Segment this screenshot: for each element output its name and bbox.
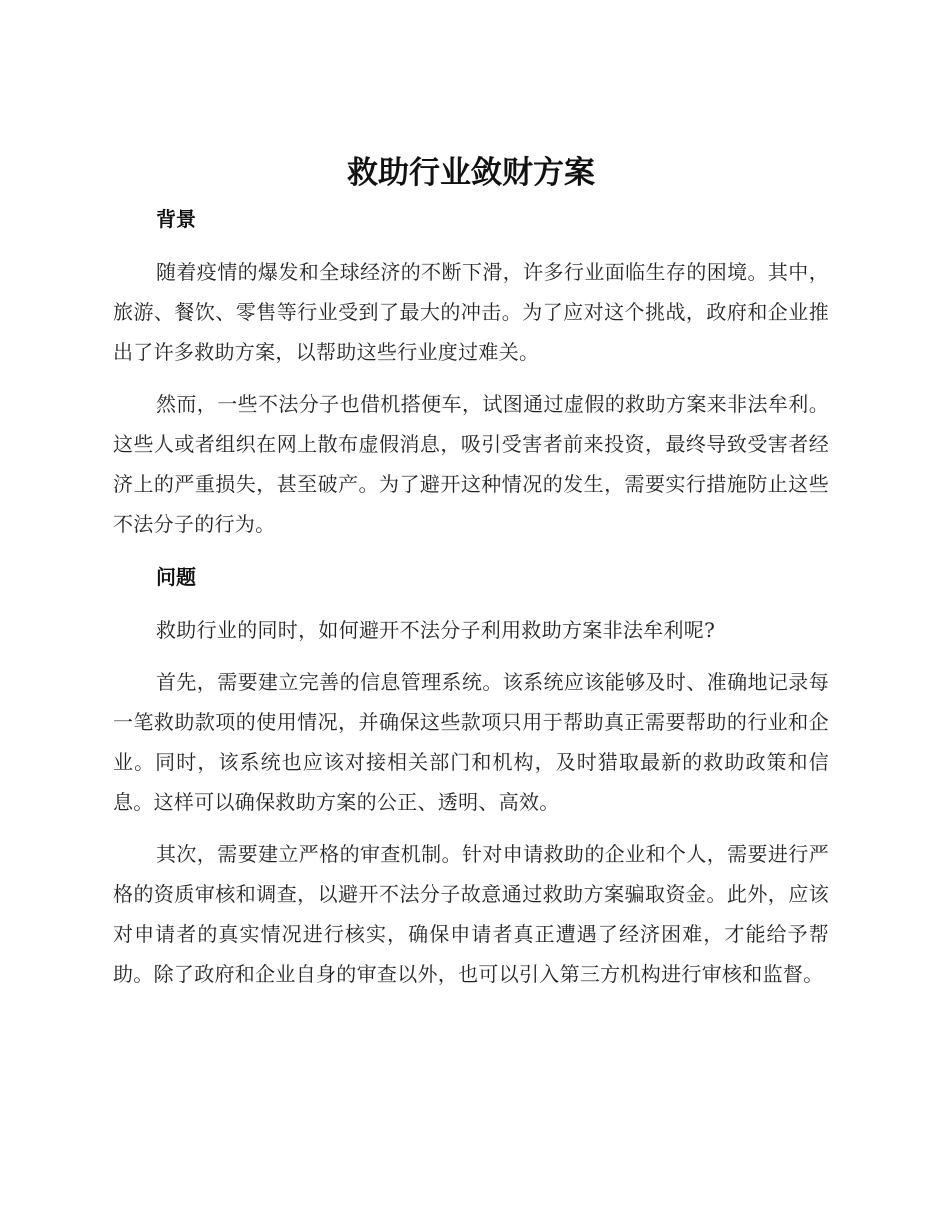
- paragraph: 首先，需要建立完善的信息管理系统。该系统应该能够及时、准确地记录每一笔救助款项的使用情况，并确保这些款项只用于帮助真正需要帮助的行业和企业。同时，该系统也应该对接相关部门和机构，及时猎取最新的救助政策和信息。这样可以确保救助方案的公正、透明、高效。: [113, 670, 829, 814]
- paragraph: 救助行业的同时，如何避开不法分子利用救助方案非法牟利呢?: [156, 618, 716, 642]
- paragraph: 然而，一些不法分子也借机搭便车，试图通过虚假的救助方案来非法牟利。这些人或者组织在网上散布虚假消息，吸引受害者前来投资，最终导致受害者经济上的严重损失，甚至破产。为了避开这种情况的发生，需要实行措施防止这些不法分子的行为。: [113, 392, 829, 536]
- section-heading-background: 背景: [156, 207, 196, 231]
- document-title: 救助行业敛财方案: [347, 155, 595, 191]
- section-heading-problem: 问题: [156, 565, 196, 589]
- paragraph: 其次，需要建立严格的审查机制。针对申请救助的企业和个人，需要进行严格的资质审核和调查，以避开不法分子故意通过救助方案骗取资金。此外，应该对申请者的真实情况进行核实，确保申请者真正遭遇了经济困难，才能给予帮助。除了政府和企业自身的审查以外，也可以引入第三方机构进行审核和监督。: [113, 842, 829, 986]
- document-page: [113, 148, 829, 994]
- paragraph: 随着疫情的爆发和全球经济的不断下滑，许多行业面临生存的困境。其中，旅游、餐饮、零售等行业受到了最大的冲击。为了应对这个挑战，政府和企业推出了许多救助方案，以帮助这些行业度过难关。: [113, 260, 829, 364]
